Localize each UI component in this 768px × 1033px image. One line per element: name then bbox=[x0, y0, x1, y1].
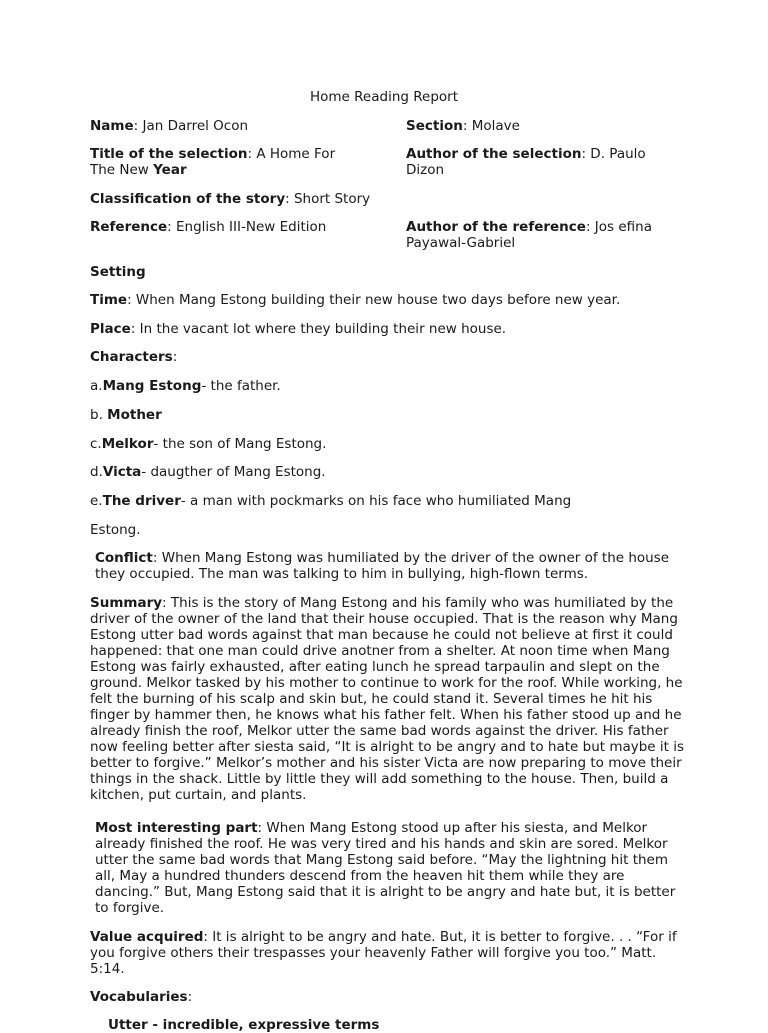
selection-author-value: : D. Paulo bbox=[581, 146, 646, 162]
interesting-paragraph bbox=[90, 820, 685, 916]
character-desc: - the son of Mang Estong. bbox=[153, 436, 327, 452]
name-label: Name bbox=[90, 118, 134, 134]
selection-author-line-2: Dizon bbox=[406, 162, 445, 178]
character-item bbox=[90, 464, 326, 480]
section-line bbox=[406, 118, 520, 134]
section-label: Section bbox=[406, 118, 463, 134]
vocabularies-label: Vocabularies bbox=[90, 989, 188, 1005]
reference-author-value: : Jos efina bbox=[585, 219, 652, 235]
vocabulary-text: Utter - incredible, expressive terms bbox=[108, 1017, 380, 1033]
character-prefix: d. bbox=[90, 464, 103, 480]
classification-value: : Short Story bbox=[285, 191, 371, 207]
setting-heading bbox=[90, 264, 146, 280]
conflict-text: : When Mang Estong was humiliated by the driver of the owner of the house they occupied. The man was talking to him in bullying, high-flown terms. bbox=[95, 550, 670, 582]
character-item bbox=[90, 493, 571, 509]
characters-heading bbox=[90, 349, 177, 365]
character-prefix: c. bbox=[90, 436, 102, 452]
character-item bbox=[90, 407, 162, 423]
place-value: : In the vacant lot where they building their new house. bbox=[130, 321, 507, 337]
character-prefix: e. bbox=[90, 493, 103, 509]
place-label: Place bbox=[90, 321, 131, 337]
time-label: Time bbox=[90, 292, 128, 308]
selection-title-line-2 bbox=[90, 162, 187, 178]
character-name: Mang Estong bbox=[102, 378, 202, 394]
selection-title-value: : A Home For bbox=[247, 146, 336, 162]
section-value: : Molave bbox=[462, 118, 520, 134]
character-item bbox=[90, 436, 326, 452]
name-line bbox=[90, 118, 248, 134]
vocabularies-colon: : bbox=[187, 989, 193, 1005]
vocabulary-item bbox=[108, 1017, 379, 1033]
selection-title-value-2: The New bbox=[90, 162, 154, 178]
name-value: : Jan Darrel Ocon bbox=[133, 118, 249, 134]
value-text: : It is alright to be angry and hate. But, it is better to forgive. . . “For if you forgive others their trespasses your heavenly Father will forgive you too.” Matt. 5:14. bbox=[90, 929, 677, 977]
character-item bbox=[90, 378, 281, 394]
conflict-paragraph bbox=[90, 550, 685, 582]
character-desc: - a man with pockmarks on his face who humiliated Mang bbox=[180, 493, 572, 509]
characters-label: Characters bbox=[90, 349, 173, 365]
characters-colon: : bbox=[172, 349, 178, 365]
interesting-label: Most interesting part bbox=[95, 820, 258, 836]
summary-text: : This is the story of Mang Estong and his family who was humiliated by the driver of the owner of the land that their house occupied. That is the reason why Mang Estong utter bad words against that man because he could not believe at first it could happened: that one man could drive anotner from a shelter. At noon time when Mang Estong was fairly exhausted, after eating lunch he spread tarpaulin and slept on the ground. Melkor tasked by his mother to continue to work for the roof. While working, he felt the burning of his scalp and skin but, he could stand it. Several times he hit his finger by hammer then, he knows what his father felt. When his father stood up and he already finish the roof, Melkor utter the same bad words against the driver. His father now feeling better after siesta said, “It is alright to be angry and to hate but maybe it is better to forgive.” Melkor’s mother and his sister Victa are now preparing to move their things in the shack. Little by little they will add something to the house. Then, build a kitchen, put curtain, and plants. bbox=[90, 595, 685, 803]
selection-title-label: Title of the selection bbox=[90, 146, 248, 162]
conflict-label: Conflict bbox=[95, 550, 153, 566]
setting-label: Setting bbox=[90, 264, 146, 280]
character-name: The driver bbox=[102, 493, 181, 509]
reference-label: Reference bbox=[90, 219, 168, 235]
character-prefix: b. bbox=[90, 407, 108, 423]
selection-title-line bbox=[90, 146, 335, 162]
character-name: Mother bbox=[107, 407, 162, 423]
time-value: : When Mang Estong building their new house two days before new year. bbox=[127, 292, 621, 308]
summary-paragraph bbox=[90, 595, 690, 803]
value-paragraph bbox=[90, 929, 690, 977]
interesting-text: : When Mang Estong stood up after his siesta, and Melkor already finished the roof. He was very tired and his hands and skin are sored. Melkor utter the same bad words that Mang Estong said before. “May the lightning hit them all, May a hundred thunders descend from the heaven hit them while they are dancing.” But, Mang Estong said that it is alright to be angry and hate but, it is better to forgive. bbox=[95, 820, 676, 916]
reference-author-label: Author of the reference bbox=[406, 219, 586, 235]
selection-title-bold: Year bbox=[153, 162, 187, 178]
vocabularies-heading bbox=[90, 989, 192, 1005]
selection-author-label: Author of the selection bbox=[406, 146, 582, 162]
character-desc: - the father. bbox=[201, 378, 281, 394]
selection-author-line bbox=[406, 146, 646, 162]
time-line bbox=[90, 292, 620, 308]
character-name: Melkor bbox=[101, 436, 154, 452]
place-line bbox=[90, 321, 506, 337]
reference-author-line-2: Payawal-Gabriel bbox=[406, 235, 516, 251]
character-continuation: Estong. bbox=[90, 522, 141, 538]
reference-value: : English III-New Edition bbox=[167, 219, 327, 235]
reference-line bbox=[90, 219, 326, 235]
character-name: Victa bbox=[102, 464, 142, 480]
character-desc: - daugther of Mang Estong. bbox=[141, 464, 326, 480]
character-prefix: a. bbox=[90, 378, 103, 394]
classification-label: Classification of the story bbox=[90, 191, 286, 207]
classification-line bbox=[90, 191, 370, 207]
document-title: Home Reading Report bbox=[310, 89, 458, 105]
value-label: Value acquired bbox=[90, 929, 204, 945]
summary-label: Summary bbox=[90, 595, 163, 611]
reference-author-line bbox=[406, 219, 652, 235]
